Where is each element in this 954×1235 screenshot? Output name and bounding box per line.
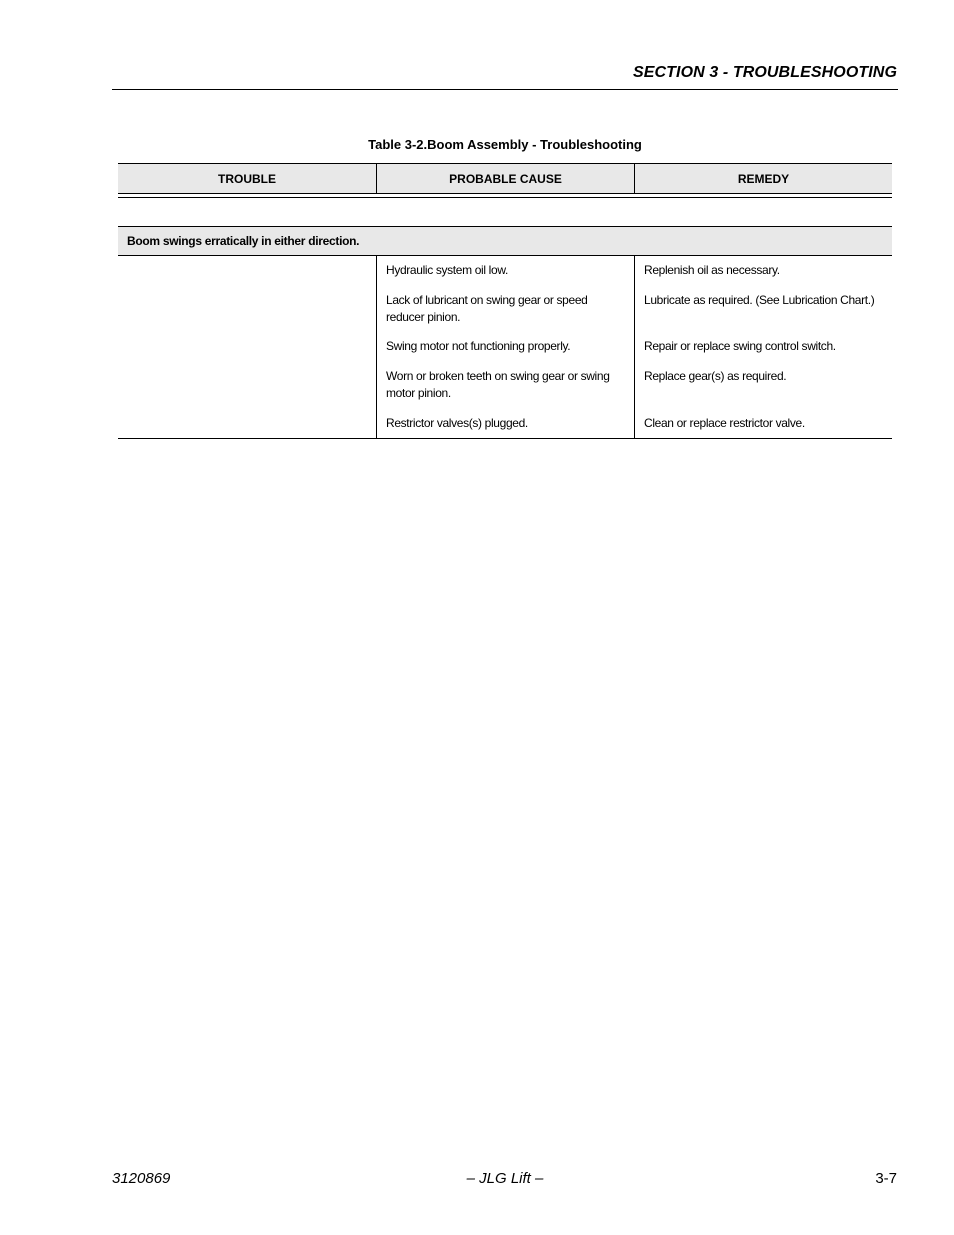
remedy-cell: Replace gear(s) as required.	[644, 369, 787, 383]
column-header-trouble: TROUBLE	[218, 171, 276, 186]
cause-cell: Swing motor not functioning properly.	[386, 339, 571, 353]
cause-cell: Hydraulic system oil low.	[386, 263, 508, 277]
table-body	[118, 256, 892, 439]
remedy-cell: Clean or replace restrictor valve.	[644, 416, 805, 430]
page-number: 3-7	[875, 1170, 897, 1187]
remedy-cell: Lubricate as required. (See Lubrication Chart.)	[644, 293, 875, 307]
header-divider	[112, 89, 898, 90]
table-caption: Table 3-2.Boom Assembly - Troubleshooting	[368, 137, 642, 152]
section-title: SECTION 3 - TROUBLESHOOTING	[632, 64, 897, 81]
remedy-column	[634, 256, 892, 438]
cause-cell: Worn or broken teeth on swing gear or swing motor pinion.	[386, 369, 610, 400]
cause-cell: Restrictor valves(s) plugged.	[386, 416, 528, 430]
table-divider	[118, 197, 892, 198]
cause-cell: Lack of lubricant on swing gear or speed reducer pinion.	[386, 293, 588, 324]
column-header-probable-cause: PROBABLE CAUSE	[376, 164, 634, 193]
footer-brand: – JLG Lift –	[466, 1170, 544, 1187]
column-header-remedy: REMEDY	[634, 164, 892, 193]
remedy-cell: Repair or replace swing control switch.	[644, 339, 836, 353]
probable-cause-column	[376, 256, 634, 438]
trouble-column	[118, 256, 376, 438]
remedy-cell: Replenish oil as necessary.	[644, 263, 780, 277]
trouble-heading: Boom swings erratically in either direction.	[118, 226, 892, 256]
doc-number: 3120869	[112, 1170, 171, 1187]
table-header-row	[118, 163, 892, 194]
